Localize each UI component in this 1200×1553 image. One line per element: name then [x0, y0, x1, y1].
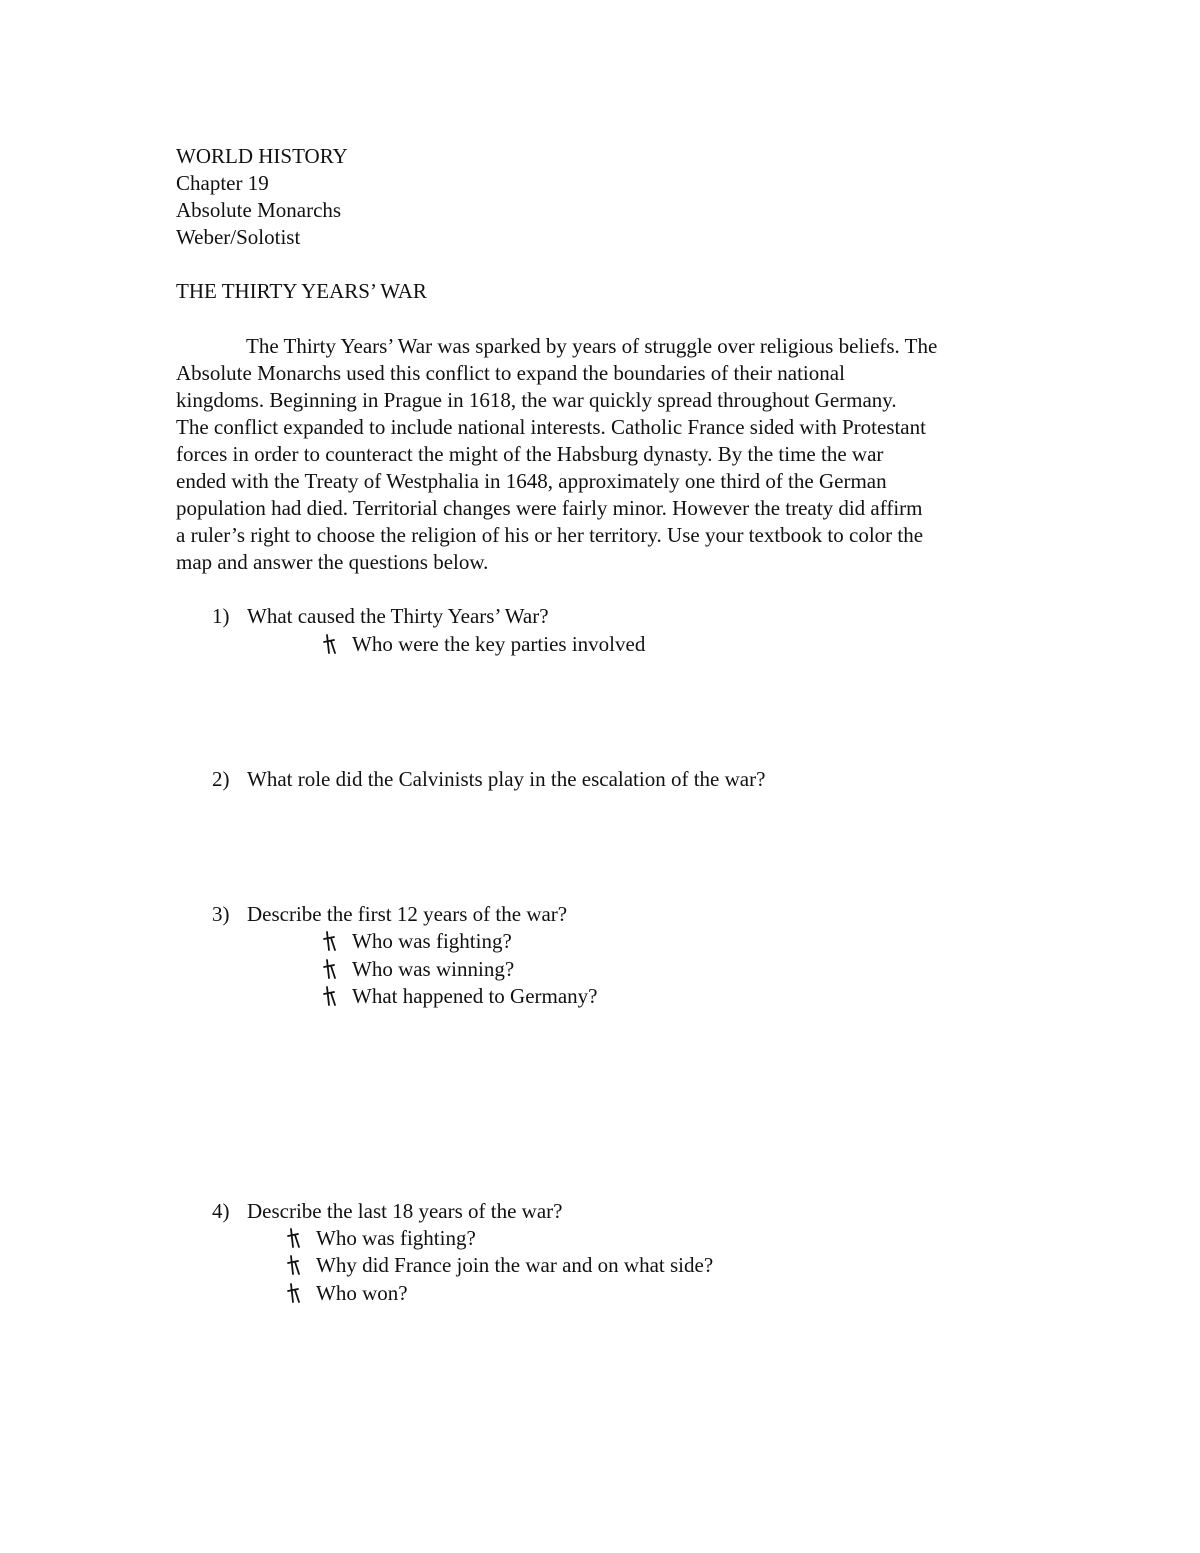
paragraph-line: kingdoms. Beginning in Prague in 1618, the war quickly spread throughout Germany. [176, 388, 897, 412]
bullet-text: Who was fighting? [316, 1226, 476, 1250]
paragraph-line: ended with the Treaty of Westphalia in 1648, approximately one third of the German [176, 469, 887, 493]
bullet-item [286, 1225, 476, 1252]
question-text: Describe the first 12 years of the war? [247, 902, 568, 926]
chapter-label: Chapter 19 [176, 171, 269, 195]
dagger-bullet-icon [322, 633, 340, 655]
bullet-item [322, 983, 597, 1010]
question-number: 2) [212, 767, 230, 791]
dagger-bullet-icon [322, 930, 340, 952]
dagger-bullet-icon [286, 1254, 304, 1276]
paragraph-line: population had died. Territorial changes were fairly minor. However the treaty did affirm [176, 496, 923, 520]
bullet-text: Who was winning? [352, 957, 515, 981]
paragraph-line: map and answer the questions below. [176, 550, 489, 574]
paragraph-line: Absolute Monarchs used this conflict to expand the boundaries of their national [176, 361, 845, 385]
paragraph-line: The Thirty Years’ War was sparked by years of struggle over religious beliefs. The [246, 334, 938, 358]
unit-label: Absolute Monarchs [176, 198, 342, 222]
dagger-bullet-icon [286, 1282, 304, 1304]
question-text: What caused the Thirty Years’ War? [247, 604, 549, 628]
bullet-text: Who were the key parties involved [352, 632, 646, 656]
paragraph-line: a ruler’s right to choose the religion of his or her territory. Use your textbook to color the [176, 523, 924, 547]
question-text: What role did the Calvinists play in the escalation of the war? [247, 767, 766, 791]
worksheet-title: THE THIRTY YEARS’ WAR [176, 279, 427, 303]
course-title: WORLD HISTORY [176, 144, 348, 168]
bullet-text: What happened to Germany? [352, 984, 598, 1008]
teacher-names: Weber/Solotist [176, 225, 301, 249]
bullet-text: Why did France join the war and on what side? [316, 1253, 714, 1277]
bullet-item [322, 631, 645, 658]
bullet-text: Who was fighting? [352, 929, 512, 953]
question-number: 4) [212, 1199, 230, 1223]
paragraph-line: forces in order to counteract the might of the Habsburg dynasty. By the time the war [176, 442, 884, 466]
dagger-bullet-icon [286, 1227, 304, 1249]
bullet-item [322, 956, 514, 983]
bullet-text: Who won? [316, 1281, 408, 1305]
paragraph-line: The conflict expanded to include national interests. Catholic France sided with Protestant [176, 415, 926, 439]
dagger-bullet-icon [322, 985, 340, 1007]
question-text: Describe the last 18 years of the war? [247, 1199, 563, 1223]
bullet-item [286, 1280, 408, 1307]
bullet-item [322, 928, 512, 955]
question-number: 3) [212, 902, 230, 926]
dagger-bullet-icon [322, 958, 340, 980]
question-number: 1) [212, 604, 230, 628]
bullet-item [286, 1252, 713, 1279]
